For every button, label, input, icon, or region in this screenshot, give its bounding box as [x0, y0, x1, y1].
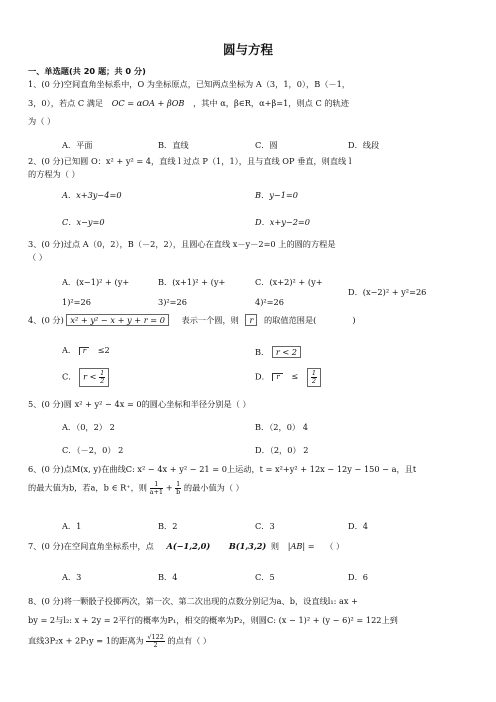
- q4-option-b-box: r < 2: [272, 346, 301, 358]
- q6-option-b: B．2: [158, 521, 178, 531]
- q1-line3: 为（ ）: [28, 116, 56, 126]
- q7-point-a: A(−1,2,0): [166, 541, 211, 551]
- q3-line2: （ ）: [28, 252, 47, 262]
- q6-option-d: D．4: [348, 521, 368, 531]
- q4-option-c-label: C．: [62, 371, 77, 382]
- q4-middle: 表示一个圆，则: [181, 315, 239, 325]
- q5-option-b: B．（2，0） 4: [255, 422, 308, 432]
- q6-fraction-2-num: 1: [176, 480, 181, 488]
- q1-line2-b: ，其中 α，β∈R，α+β=1，则点 C 的轨迹: [193, 98, 349, 108]
- q6-fraction-1: [150, 481, 163, 496]
- q6-line1: 6、(0 分)点M(x, y)在曲线C: x² − 4x + y² − 21 = 0上运动，t = x²+y² + 12x − 12y − 150 − a，且t: [28, 464, 417, 474]
- q4-option-c-box: [79, 368, 109, 387]
- q8-fraction: [146, 634, 165, 649]
- q3-option-b-line2: 3)²=26: [158, 297, 187, 307]
- q3-option-d: D．(x−2)² + y²=26: [348, 287, 427, 297]
- q4-variable: r: [245, 314, 257, 326]
- q7-tail: （ ）: [325, 541, 345, 551]
- q3-option-c-line2: 4)²=26: [255, 297, 284, 307]
- q8-fraction-num: √122: [147, 633, 164, 641]
- q4-option-b-label: B．: [255, 347, 270, 357]
- q4-option-d-num: 1: [311, 369, 316, 377]
- q7-option-c: C．5: [255, 572, 275, 582]
- q4-line1: [28, 314, 356, 326]
- q1-line2-a: 3，0），若点 C 满足: [28, 98, 104, 108]
- q8-line2: by = 2与l₂: x + 2y = 2平行的概率为P₁，相交的概率为P₂，则圆C: (x − 1)² + (y − 6)² = 122上到: [28, 615, 398, 625]
- q1-line2: [28, 99, 349, 107]
- q5-option-d: D．（2，0） 2: [255, 445, 309, 455]
- q6-line2-b: 的最小值为（ ）: [183, 482, 244, 493]
- q4-circle-equation: x² + y² − x + y + r = 0: [66, 314, 169, 326]
- q1-line1: 1、(0 分)空间直角坐标系中，O 为坐标原点，已知两点坐标为 A（3，1，0），B（－1，: [28, 79, 350, 89]
- q7-then: 则: [270, 541, 280, 551]
- q2-option-a: A．x+3y−4=0: [62, 190, 122, 200]
- q4-option-a: [62, 346, 110, 355]
- q6-option-c: C．3: [255, 521, 275, 531]
- q2-option-c: C．x−y=0: [62, 217, 105, 227]
- q1-option-a: A．平面: [62, 140, 93, 150]
- q4-option-d-var: r: [272, 373, 282, 381]
- q6-fraction-2-den: b: [176, 487, 181, 496]
- q1-option-d: D．线段: [348, 140, 380, 150]
- q4-option-c-den: 2: [100, 376, 105, 385]
- q7-line1: [28, 542, 344, 550]
- page-title: 圆与方程: [222, 42, 273, 57]
- q4-post: 的取值范围是(: [264, 315, 317, 325]
- q4-option-b: [255, 346, 301, 358]
- q4-option-d-fraction: [311, 370, 317, 385]
- q4-option-d: [255, 368, 321, 387]
- q3-option-c-line1: C．(x+2)² + (y+: [255, 277, 323, 287]
- section-heading: 一、单选题(共 20 题；共 0 分): [28, 66, 146, 76]
- q7-option-d: D．6: [348, 572, 368, 582]
- q7-line1-a: 7、(0 分)在空间直角坐标系中，点: [28, 541, 154, 551]
- q8-line1: 8、(0 分)将一颗骰子投掷两次，第一次、第二次出现的点数分别记为a、b，设直线l₁: ax +: [28, 596, 358, 606]
- q8-line3-a: 直线3P₂x + 2P₁y = 1的距离为: [28, 635, 144, 646]
- q8-line3: [28, 634, 211, 649]
- q2-option-d: D．x+y−2=0: [255, 217, 310, 227]
- q7-option-a: A．3: [62, 572, 82, 582]
- q4-option-c-num: 1: [100, 369, 105, 377]
- q4-prefix: 4、(0 分): [28, 315, 64, 325]
- q3-option-a-line1: A．(x−1)² + (y+: [62, 277, 130, 287]
- q1-option-c: C．圆: [255, 140, 278, 150]
- q3-option-b-line1: B．(x+1)² + (y+: [158, 277, 226, 287]
- q3-option-a-line2: 1)²=26: [62, 297, 91, 307]
- q4-option-d-box: [307, 368, 321, 387]
- q7-ab: |AB| =: [287, 541, 315, 551]
- q6-plus: +: [165, 482, 173, 493]
- q3-line1: 3、(0 分)过点 A（0，2），B（－2，2），且圆心在直线 x－y－2=0 上的圆的方程是: [28, 239, 336, 249]
- q2-line2: 的方程为（ ）: [28, 169, 80, 179]
- q4-option-d-label: D．: [255, 371, 270, 382]
- q1-option-b: B．直线: [158, 140, 189, 150]
- q8-line3-b: 的点有（ ）: [167, 635, 212, 646]
- q4-close: ): [352, 315, 356, 325]
- q4-option-c-fraction: [99, 370, 105, 385]
- q6-option-a: A．1: [62, 521, 82, 531]
- q6-fraction-1-den: a+1: [149, 487, 164, 496]
- q4-option-a-rest: ≤2: [97, 345, 110, 355]
- q5-line1: 5、(0 分)圆 x² + y² − 4x = 0的圆心坐标和半径分别是（ ）: [28, 399, 251, 409]
- q2-line1: 2、(0 分)已知圆 O：x² + y² = 4，直线 l 过点 P（1，1），且与直线 OP 垂直，则直线 l: [28, 156, 352, 166]
- q5-option-c: C．（－2，0） 2: [62, 445, 124, 455]
- q7-point-b: B(1,3,2): [228, 541, 267, 551]
- q7-option-b: B．4: [158, 572, 178, 582]
- q4-option-c-r: r <: [83, 371, 97, 382]
- q1-vector-formula: OC = αOA + βOB: [111, 98, 185, 108]
- q6-line2: [28, 481, 244, 496]
- q6-line2-a: 的最大值为b，若a，b ∈ R⁺，则: [28, 482, 147, 493]
- q5-option-a: A．（0，2） 2: [62, 422, 115, 432]
- q8-fraction-den: 2: [153, 640, 158, 649]
- q6-fraction-2: [175, 481, 181, 496]
- q4-option-a-var: r: [79, 347, 89, 355]
- q4-option-d-rest: ≤: [291, 371, 299, 382]
- q6-fraction-1-num: 1: [150, 481, 163, 489]
- q4-option-a-label: A．: [62, 345, 77, 355]
- q4-option-c: [62, 368, 109, 387]
- q2-option-b: B．y−1=0: [255, 190, 298, 200]
- q4-option-d-den: 2: [311, 376, 316, 385]
